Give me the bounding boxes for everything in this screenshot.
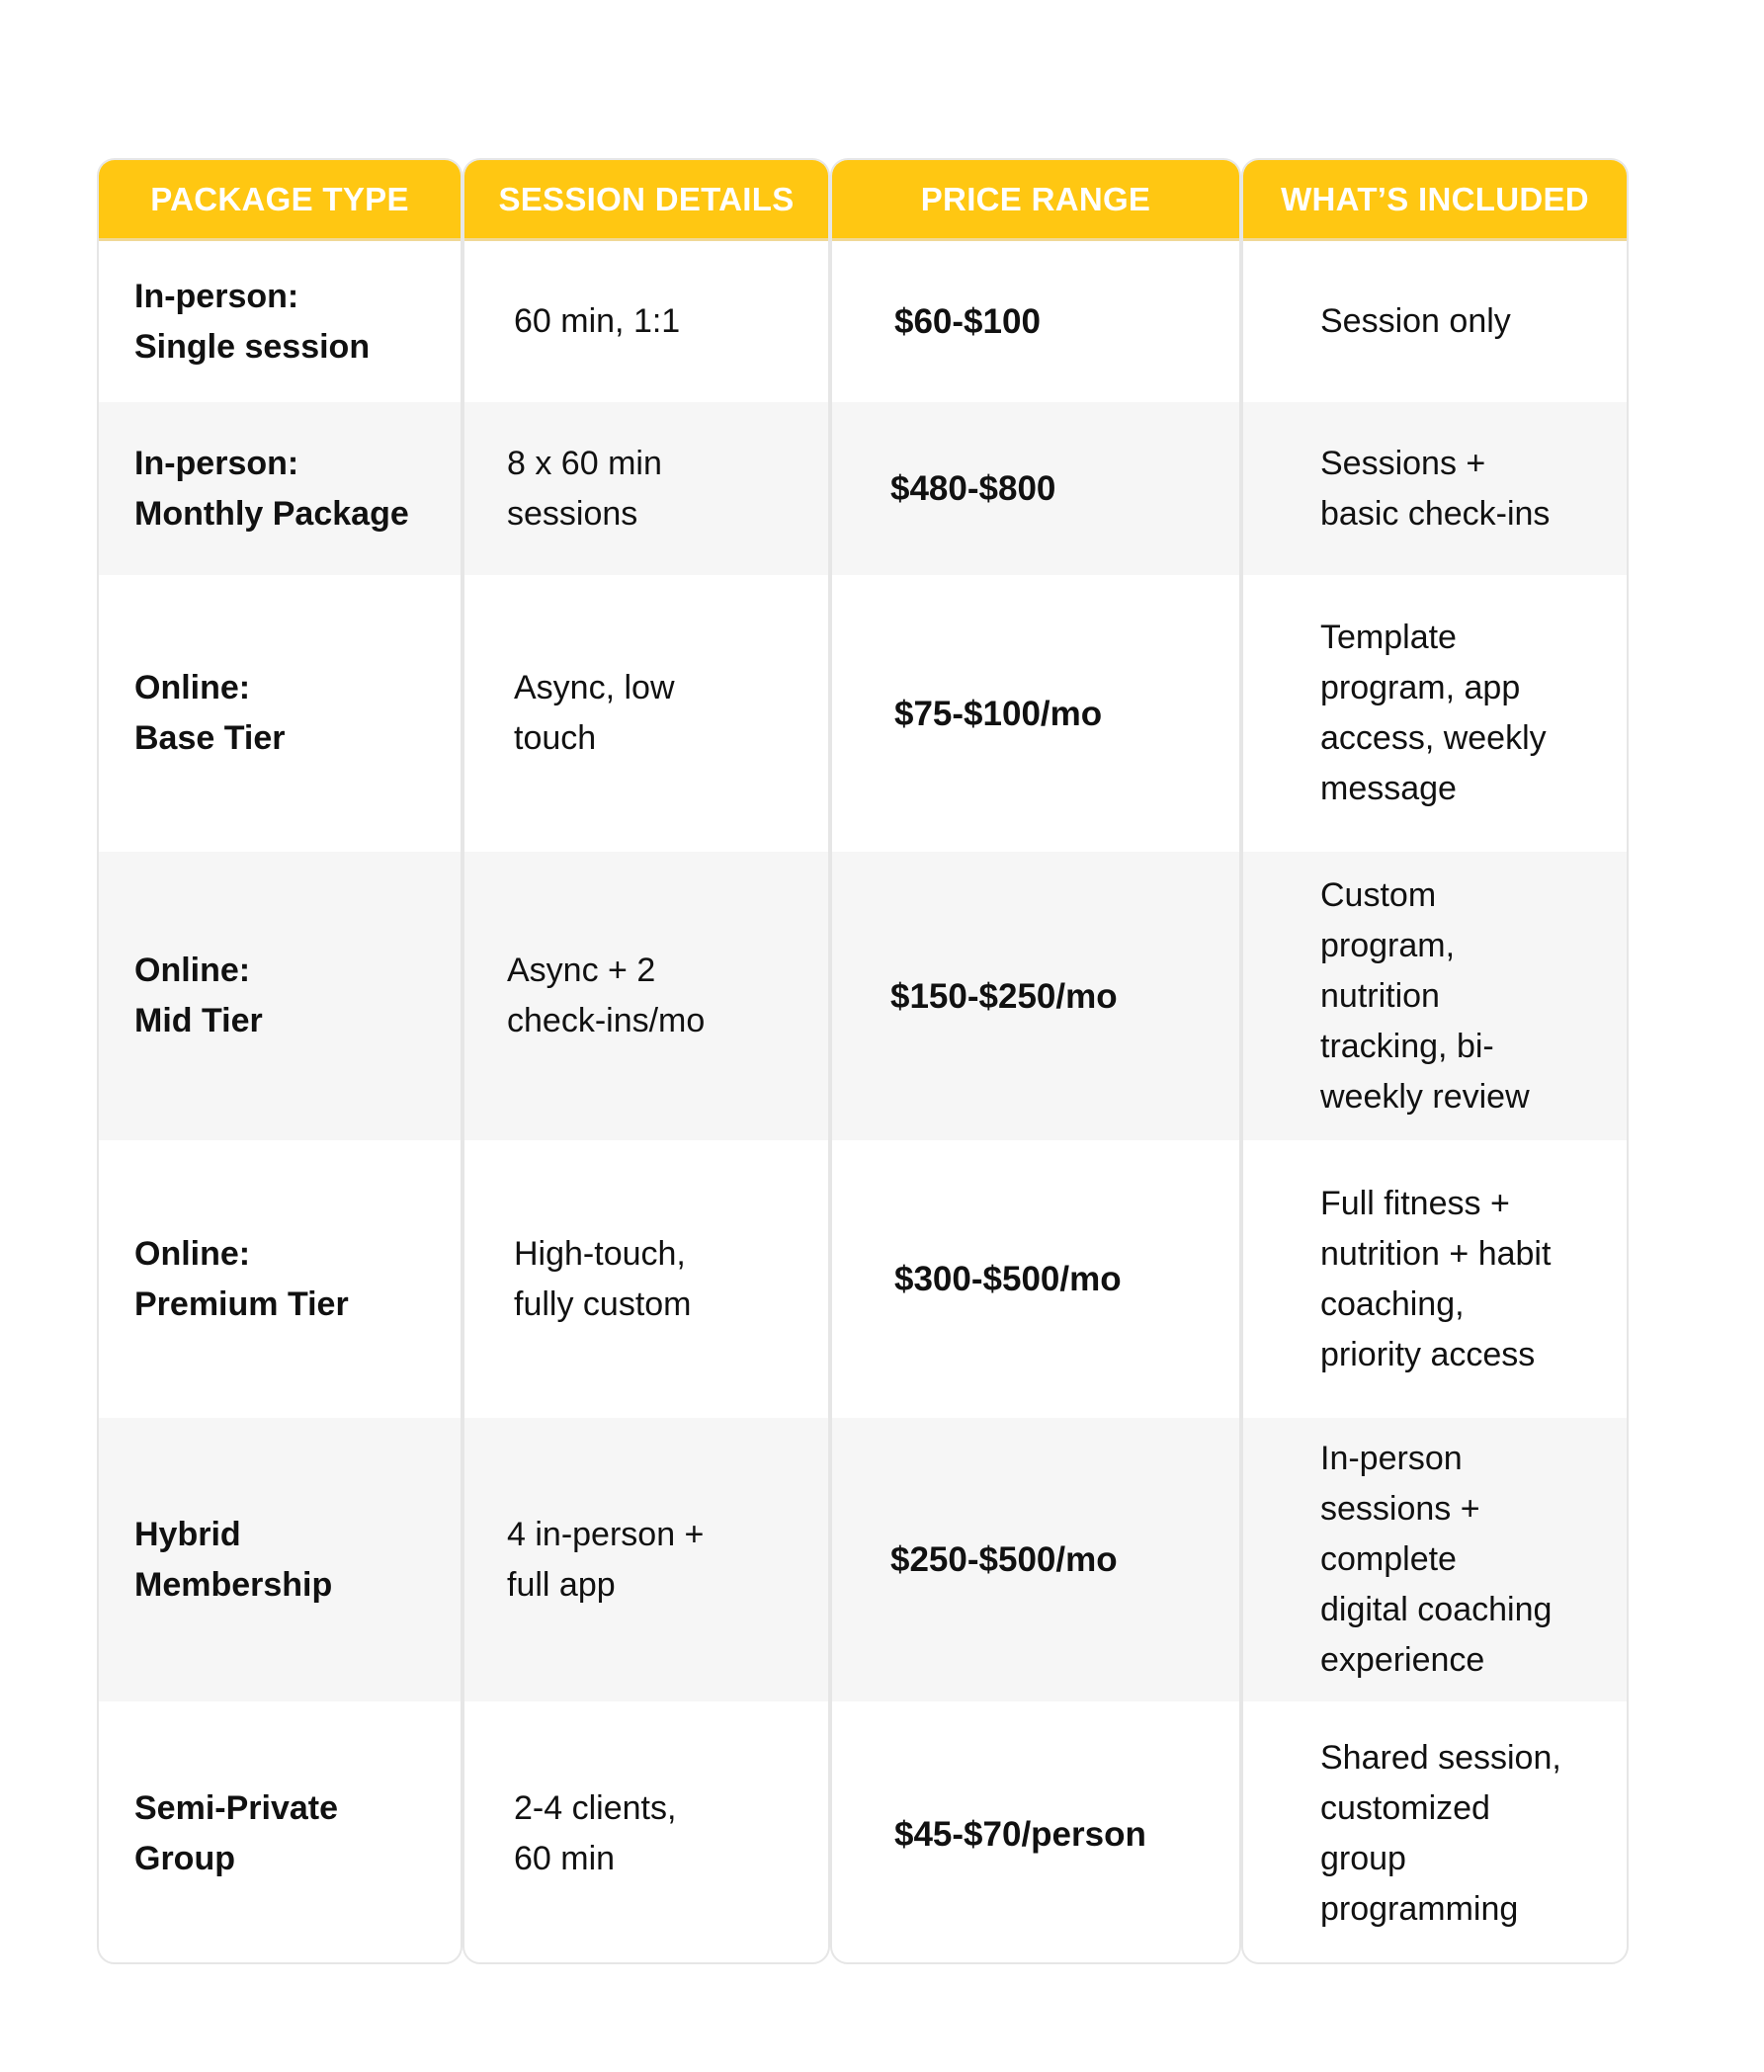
cell-price-range [832, 1140, 1239, 1418]
cell-text [1320, 439, 1550, 539]
price-value: $150-$250/mo [890, 976, 1118, 1016]
cell-line: Semi-Private [134, 1789, 338, 1827]
cell-price-range [832, 852, 1239, 1140]
column-price-range [830, 158, 1241, 1964]
cell-session-details [464, 241, 828, 402]
cell-line: Async + 2 [507, 952, 656, 989]
cell-line: 2-4 clients, [514, 1789, 677, 1827]
cell-line: coaching, [1320, 1285, 1465, 1323]
cell-text [134, 1783, 338, 1884]
cell-line: Shared session, [1320, 1739, 1561, 1777]
cell-text [1320, 613, 1547, 814]
cell-line: 60 min [514, 1840, 616, 1877]
cell-line: customized [1320, 1789, 1490, 1827]
cell-line: sessions + [1320, 1490, 1480, 1528]
cell-line: message [1320, 770, 1457, 807]
cell-line: Membership [134, 1565, 333, 1604]
cell-session-details [464, 402, 828, 575]
column-session-details [462, 158, 830, 1964]
cell-line: nutrition + habit [1320, 1234, 1552, 1273]
cell-line: group [1320, 1840, 1406, 1877]
column-header-session-details [464, 160, 828, 241]
cell-session-details [464, 1418, 828, 1701]
cell-text [1320, 1733, 1561, 1935]
cell-text [134, 272, 370, 373]
cell-whats-included [1243, 241, 1627, 402]
cell-text [514, 296, 680, 347]
cell-text [134, 1510, 332, 1611]
cell-session-details [464, 852, 828, 1140]
cell-price-range [832, 1701, 1239, 1964]
cell-line: Online: [134, 669, 251, 706]
cell-session-details [464, 575, 828, 852]
cell-text [514, 663, 675, 764]
cell-text [894, 689, 1102, 739]
price-value: $45-$70/person [894, 1814, 1146, 1854]
cell-line: High-touch, [514, 1234, 686, 1273]
cell-line: check-ins/mo [507, 1002, 706, 1039]
cell-line: priority access [1320, 1335, 1536, 1373]
cell-line: sessions [507, 494, 638, 533]
cell-price-range [832, 402, 1239, 575]
cell-whats-included [1243, 1140, 1627, 1418]
cell-text [134, 439, 409, 539]
cell-package-type [99, 1140, 461, 1418]
cell-line: Online: [134, 1234, 251, 1273]
cell-whats-included [1243, 852, 1627, 1140]
cell-line: tracking, bi- [1320, 1027, 1494, 1065]
cell-line: Base Tier [134, 719, 286, 757]
cell-line: Hybrid [134, 1515, 241, 1553]
cell-line: Premium Tier [134, 1285, 349, 1323]
price-value: $75-$100/mo [894, 694, 1103, 733]
cell-line: Monthly Package [134, 494, 409, 533]
cell-line: In-person [1320, 1440, 1463, 1477]
cell-line: Template [1320, 619, 1457, 656]
cell-text [507, 439, 662, 539]
cell-line: program, [1320, 926, 1456, 964]
cell-session-details [464, 1140, 828, 1418]
column-header-whats-included [1243, 160, 1627, 241]
cell-text [507, 946, 705, 1046]
cell-line: Full fitness + [1320, 1184, 1510, 1222]
cell-price-range [832, 241, 1239, 402]
cell-text [894, 1809, 1146, 1860]
column-header-label: PACKAGE TYPE [150, 180, 409, 217]
cell-text [1320, 1434, 1552, 1686]
price-value: $60-$100 [894, 302, 1041, 341]
cell-line: Sessions + [1320, 444, 1486, 482]
cell-line: digital coaching [1320, 1591, 1553, 1628]
cell-text [514, 1229, 692, 1330]
column-header-label: WHAT’S INCLUDED [1281, 180, 1589, 217]
cell-line: fully custom [514, 1285, 692, 1323]
cell-line: 8 x 60 min [507, 444, 662, 482]
cell-text [134, 663, 285, 764]
cell-text [514, 1783, 676, 1884]
cell-text [507, 1510, 704, 1611]
cell-text [134, 946, 263, 1046]
column-whats-included [1241, 158, 1629, 1964]
cell-price-range [832, 575, 1239, 852]
price-value: $480-$800 [890, 469, 1056, 508]
cell-line: weekly review [1320, 1077, 1530, 1116]
cell-line: 60 min, 1:1 [514, 302, 681, 340]
cell-text [134, 1229, 349, 1330]
cell-price-range [832, 1418, 1239, 1701]
column-header-package-type [99, 160, 461, 241]
cell-line: Group [134, 1840, 235, 1877]
cell-line: In-person: [134, 277, 299, 315]
cell-line: Custom [1320, 875, 1437, 914]
cell-text [1320, 1179, 1551, 1380]
cell-package-type [99, 575, 461, 852]
cell-package-type [99, 402, 461, 575]
cell-text [1320, 296, 1511, 347]
column-header-label: PRICE RANGE [920, 180, 1151, 217]
column-header-label: SESSION DETAILS [498, 180, 795, 217]
cell-line: Mid Tier [134, 1002, 263, 1039]
column-package-type [97, 158, 462, 1964]
cell-line: program, app [1320, 669, 1521, 706]
cell-line: basic check-ins [1320, 494, 1551, 533]
cell-line: touch [514, 719, 597, 757]
cell-line: Single session [134, 327, 371, 366]
column-header-price-range [832, 160, 1239, 241]
cell-text [890, 463, 1055, 514]
cell-text [890, 1534, 1118, 1585]
cell-package-type [99, 1418, 461, 1701]
cell-whats-included [1243, 575, 1627, 852]
cell-package-type [99, 852, 461, 1140]
cell-line: complete [1320, 1540, 1457, 1578]
cell-line: Online: [134, 952, 251, 989]
cell-whats-included [1243, 1701, 1627, 1964]
cell-package-type [99, 1701, 461, 1964]
cell-text [890, 971, 1118, 1022]
cell-package-type [99, 241, 461, 402]
cell-line: full app [507, 1565, 616, 1604]
cell-text [894, 296, 1041, 347]
cell-whats-included [1243, 1418, 1627, 1701]
cell-line: 4 in-person + [507, 1515, 705, 1553]
price-value: $250-$500/mo [890, 1540, 1118, 1579]
cell-line: Async, low [514, 669, 675, 706]
cell-text [894, 1254, 1122, 1304]
cell-line: Session only [1320, 302, 1511, 340]
cell-text [1320, 870, 1530, 1122]
cell-line: nutrition [1320, 976, 1440, 1015]
cell-whats-included [1243, 402, 1627, 575]
cell-line: programming [1320, 1890, 1519, 1928]
cell-line: access, weekly [1320, 719, 1547, 757]
price-value: $300-$500/mo [894, 1260, 1122, 1298]
cell-line: experience [1320, 1641, 1485, 1679]
cell-session-details [464, 1701, 828, 1964]
cell-line: In-person: [134, 444, 299, 482]
